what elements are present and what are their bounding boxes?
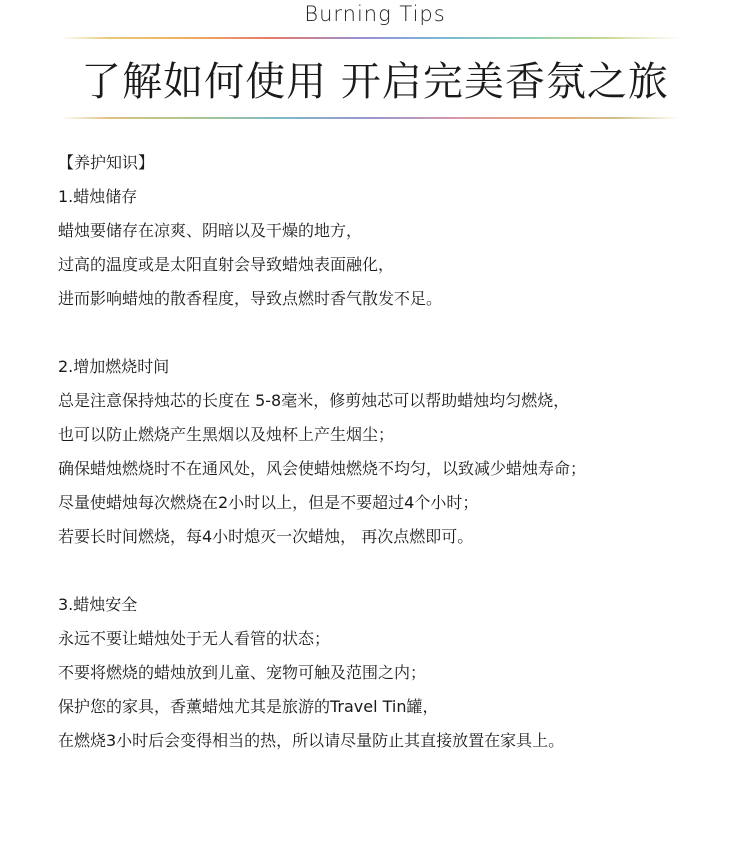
paragraph-line: 在燃烧3小时后会变得相当的热，所以请尽量防止其直接放置在家具上。 — [58, 731, 565, 750]
gradient-divider-top — [60, 37, 680, 39]
paragraph-line: 永远不要让蜡烛处于无人看管的状态； — [58, 629, 331, 648]
paragraph-line: 确保蜡烛燃烧时不在通风处，风会使蜡烛燃烧不均匀，以致减少蜡烛寿命； — [58, 459, 587, 478]
paragraph-line: 尽量使蜡烛每次燃烧在2小时以上，但是不要超过4个小时； — [58, 493, 479, 512]
section-title-safety: 3.蜡烛安全 — [58, 595, 138, 614]
gradient-divider-bottom — [60, 117, 680, 119]
paragraph-line: 过高的温度或是太阳直射会导致蜡烛表面融化， — [58, 255, 395, 274]
paragraph-line: 总是注意保持烛芯的长度在 5-8毫米，修剪烛芯可以帮助蜡烛均匀燃烧， — [58, 391, 570, 410]
paragraph-line: 蜡烛要储存在凉爽、阴暗以及干燥的地方， — [58, 221, 363, 240]
section-title-burn-time: 2.增加燃烧时间 — [58, 357, 170, 376]
page-title: 了解如何使用 开启完美香氛之旅 — [81, 59, 669, 105]
paragraph-line: 不要将燃烧的蜡烛放到儿童、宠物可触及范围之内； — [58, 663, 427, 682]
subtitle: Burning Tips — [304, 2, 446, 26]
paragraph-line: 保护您的家具，香薰蜡烛尤其是旅游的Travel Tin罐， — [58, 697, 439, 716]
care-instructions — [58, 148, 738, 760]
paragraph-line: 也可以防止燃烧产生黑烟以及烛杯上产生烟尘； — [58, 425, 395, 444]
paragraph-line: 进而影响蜡烛的散香程度，导致点燃时香气散发不足。 — [58, 289, 443, 308]
section-title-storage: 1.蜡烛储存 — [58, 187, 138, 206]
paragraph-line: 若要长时间燃烧，每4小时熄灭一次蜡烛， 再次点燃即可。 — [58, 527, 474, 546]
section-heading: 【养护知识】 — [58, 153, 155, 172]
